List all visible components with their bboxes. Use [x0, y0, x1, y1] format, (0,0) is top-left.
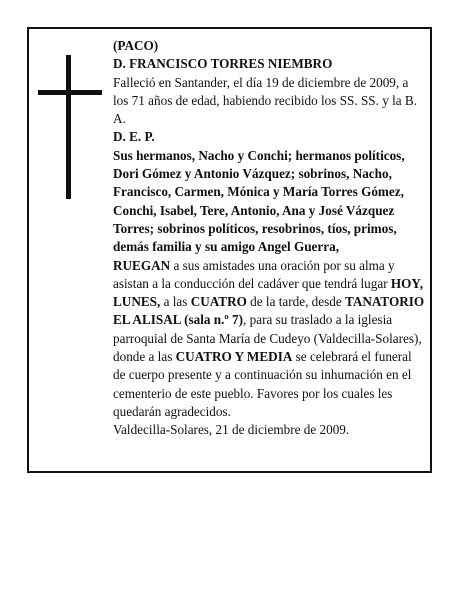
deceased-name: D. FRANCISCO TORRES NIEMBRO [113, 56, 333, 72]
request-text-4: , para su traslado a la iglesia parroquial de Santa María de Cudeyo (Valdecilla-Solares), donde a las [113, 312, 422, 365]
request-text-5: se celebrará el funeral de cuerpo presente y a continuación su inhumación en el cementerio de este pueblo. Favores por los cuales les quedarán agradecidos. [113, 349, 412, 419]
request-paragraph [113, 257, 425, 422]
request-text-1: a sus amistades una oración por su alma y asistan a la conducción del cadáver que tendrá lugar [113, 257, 395, 291]
time-1: CUATRO [190, 294, 247, 310]
ruegan-label: RUEGAN [113, 257, 171, 273]
request-text-3: de la tarde, desde [246, 294, 345, 310]
cross-icon [38, 55, 102, 199]
death-notice: Falleció en Santander, el día 19 de diciembre de 2009, a los 71 años de edad, habiendo recibido los SS. SS. y la B. A. [113, 74, 418, 127]
place-date: Valdecilla-Solares, 21 de diciembre de 2009. [113, 422, 350, 438]
family-list: Sus hermanos, Nacho y Conchi; hermanos políticos, Dori Gómez y Antonio Vázquez; sobrinos, Nacho, Francisco, Carmen, Mónica y María Torres Gómez, Conchi, Isabel, Tere, Antonio, Ana y José Vázquez Torres; sobrinos políticos, resobrinos, tíos, primos, demás familia y su amigo Angel Guerra, [113, 147, 405, 255]
funeral-home: TANATORIO EL ALISAL (sala n.º 7) [113, 294, 425, 328]
request-text-2: a las [160, 294, 191, 310]
cross-horizontal-bar [38, 90, 102, 95]
day-label: HOY, LUNES, [113, 275, 424, 310]
nickname: (PACO) [113, 38, 159, 53]
obituary-text [113, 37, 425, 440]
cross-vertical-bar [66, 55, 71, 199]
rip-line: D. E. P. [113, 129, 155, 145]
time-2: CUATRO Y MEDIA [175, 349, 293, 365]
